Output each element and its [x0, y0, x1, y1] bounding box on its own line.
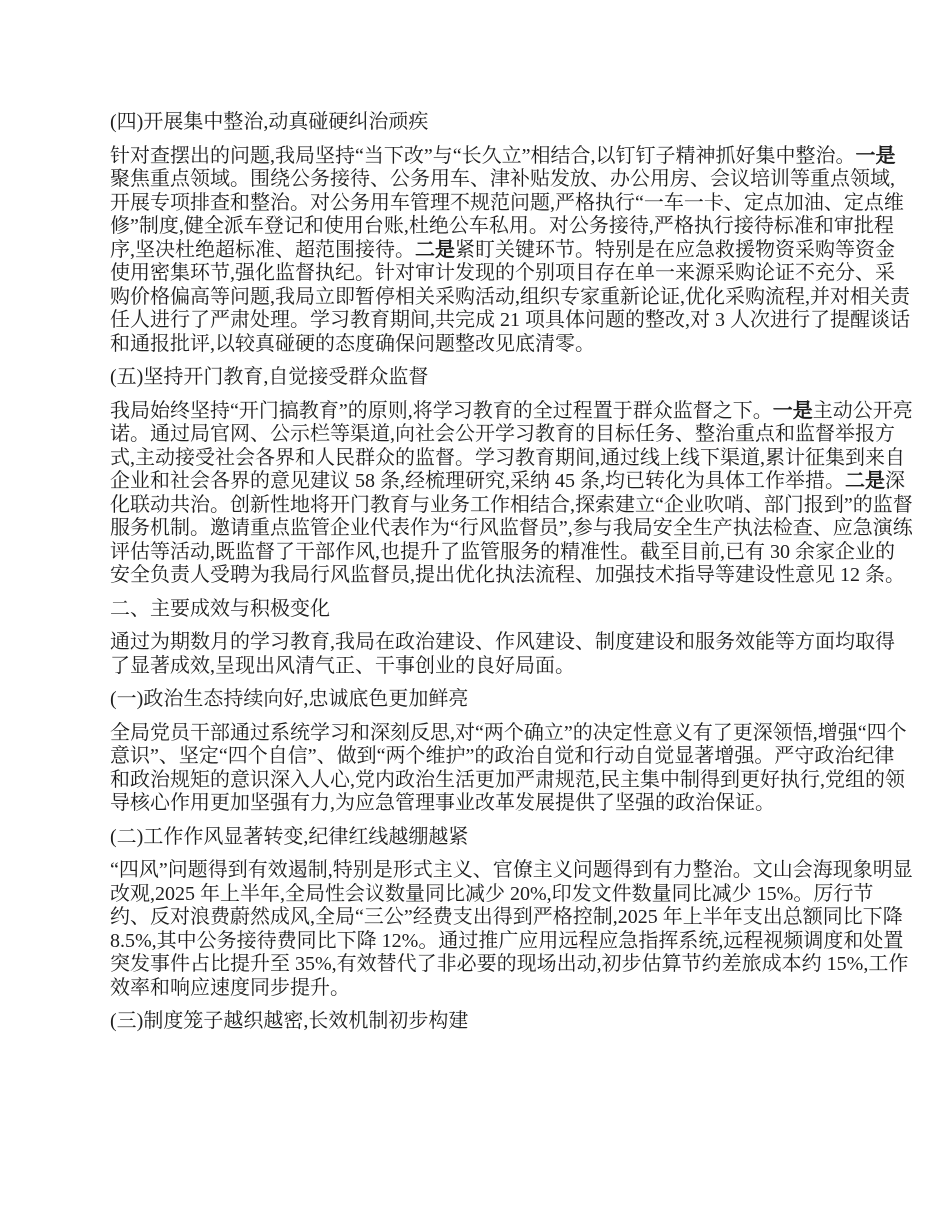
emphasis-run: 一是: [855, 144, 896, 167]
document-paragraph: [110, 145, 913, 357]
document-heading: [110, 1010, 913, 1034]
text-run: “四风”问题得到有效遏制,特别是形式主义、官僚主义问题得到有力整治。文山会海现象明显改观,2025 年上半年,全局性会议数量同比减少 20%,印发文件数量同比减少 15%。厉行节约、反对浪费蔚然成风,全局“三公”经费支出得到严格控制,2025 年上半年支出总额同比下降 8.5%,其中公务接待费同比下降 12%。通过推广应用远程应急指挥系统,远程视频调度和处置突发事件占比提升至 35%,有效替代了非必要的现场出动,初步估算节约差旅成本约 15%,工作效率和响应速度同步提升。: [110, 859, 913, 999]
document-heading: [110, 826, 913, 850]
text-run: (三)制度笼子越织越密,长效机制初步构建: [110, 1010, 469, 1032]
text-run: (五)坚持开门教育,自觉接受群众监督: [110, 366, 429, 388]
document-heading: [110, 598, 913, 622]
text-run: (二)工作作风显著转变,纪律红线越绷越紧: [110, 825, 469, 848]
text-run: (四)开展集中整治,动真碰硬纠治顽疾: [110, 111, 429, 133]
text-run: 全局党员干部通过系统学习和深刻反思,对“两个确立”的决定性意义有了更深领悟,增强“四个意识”、坚定“四个自信”、做到“两个维护”的政治自觉和行动自觉显著增强。严守政治纪律和政治规矩的意识深入人心,党内政治生活更加严肃规范,民主集中制得到更好执行,党组的领导核心作用更加坚强有力,为应急管理事业改革发展提供了坚强的政治保证。: [110, 721, 907, 814]
text-run: 聚焦重点领域。围绕公务接待、公务用车、津补贴发放、办公用房、会议培训等重点领域,开展专项排查和整治。对公务用车管理不规范问题,严格执行“一车一卡、定点加油、定点维修”制度,健全派车登记和使用台账,杜绝公车私用。对公务接待,严格执行接待标准和审批程序,坚决杜绝超标准、超范围接待。: [110, 168, 904, 261]
document-paragraph: [110, 859, 913, 1000]
document-heading: [110, 366, 913, 390]
text-run: 紧盯关键环节。特别是在应急救援物资采购等资金使用密集环节,强化监督执纪。针对审计发现的个别项目存在单一来源采购论证不充分、采购价格偏高等问题,我局立即暂停相关采购活动,组织专家重新论证,优化采购流程,并对相关责任人进行了严肃处理。学习教育期间,共完成 21 项具体问题的整改,对 3 人次进行了提醒谈话和通报批评,以较真碰硬的态度确保问题整改见底清零。: [110, 238, 910, 355]
text-run: 主动公开亮诺。通过局官网、公示栏等渠道,向社会公开学习教育的目标任务、整治重点和监督举报方式,主动接受社会各界和人民群众的监督。学习教育期间,通过线上线下渠道,累计征集到来自企业和社会各界的意见建议 58 条,经梳理研究,采纳 45 条,均已转化为具体工作举措。: [110, 399, 913, 492]
text-run: 针对查摆出的问题,我局坚持“当下改”与“长久立”相结合,以钉钉子精神抓好集中整治。: [110, 144, 856, 167]
emphasis-run: 二是: [845, 470, 885, 492]
text-run: (一)政治生态持续向好,忠诚底色更加鲜亮: [110, 688, 469, 710]
emphasis-run: 二是: [415, 238, 455, 261]
document-heading: [110, 688, 913, 712]
text-run: 我局始终坚持“开门搞教育”的原则,将学习教育的全过程置于群众监督之下。: [110, 399, 773, 422]
document-heading: [110, 111, 913, 135]
document-body: [110, 111, 913, 1044]
text-run: 深化联动共治。创新性地将开门教育与业务工作相结合,探索建立“企业吹哨、部门报到”的监督服务机制。邀请重点监管企业代表作为“行风监督员”,参与我局安全生产执法检查、应急演练评估等活动,既监督了干部作风,也提升了监管服务的精准性。截至目前,已有 30 余家企业的安全负责人受聘为我局行风监督员,提出优化执法流程、加强技术指导等建设性意见 12 条。: [110, 470, 913, 586]
document-paragraph: [110, 722, 913, 816]
document-paragraph: [110, 400, 913, 588]
emphasis-run: 一是: [772, 399, 813, 422]
document-paragraph: [110, 631, 913, 678]
text-run: 通过为期数月的学习教育,我局在政治建设、作风建设、制度建设和服务效能等方面均取得了显著成效,呈现出风清气正、干事创业的良好局面。: [110, 631, 895, 677]
text-run: 二、主要成效与积极变化: [110, 597, 330, 620]
